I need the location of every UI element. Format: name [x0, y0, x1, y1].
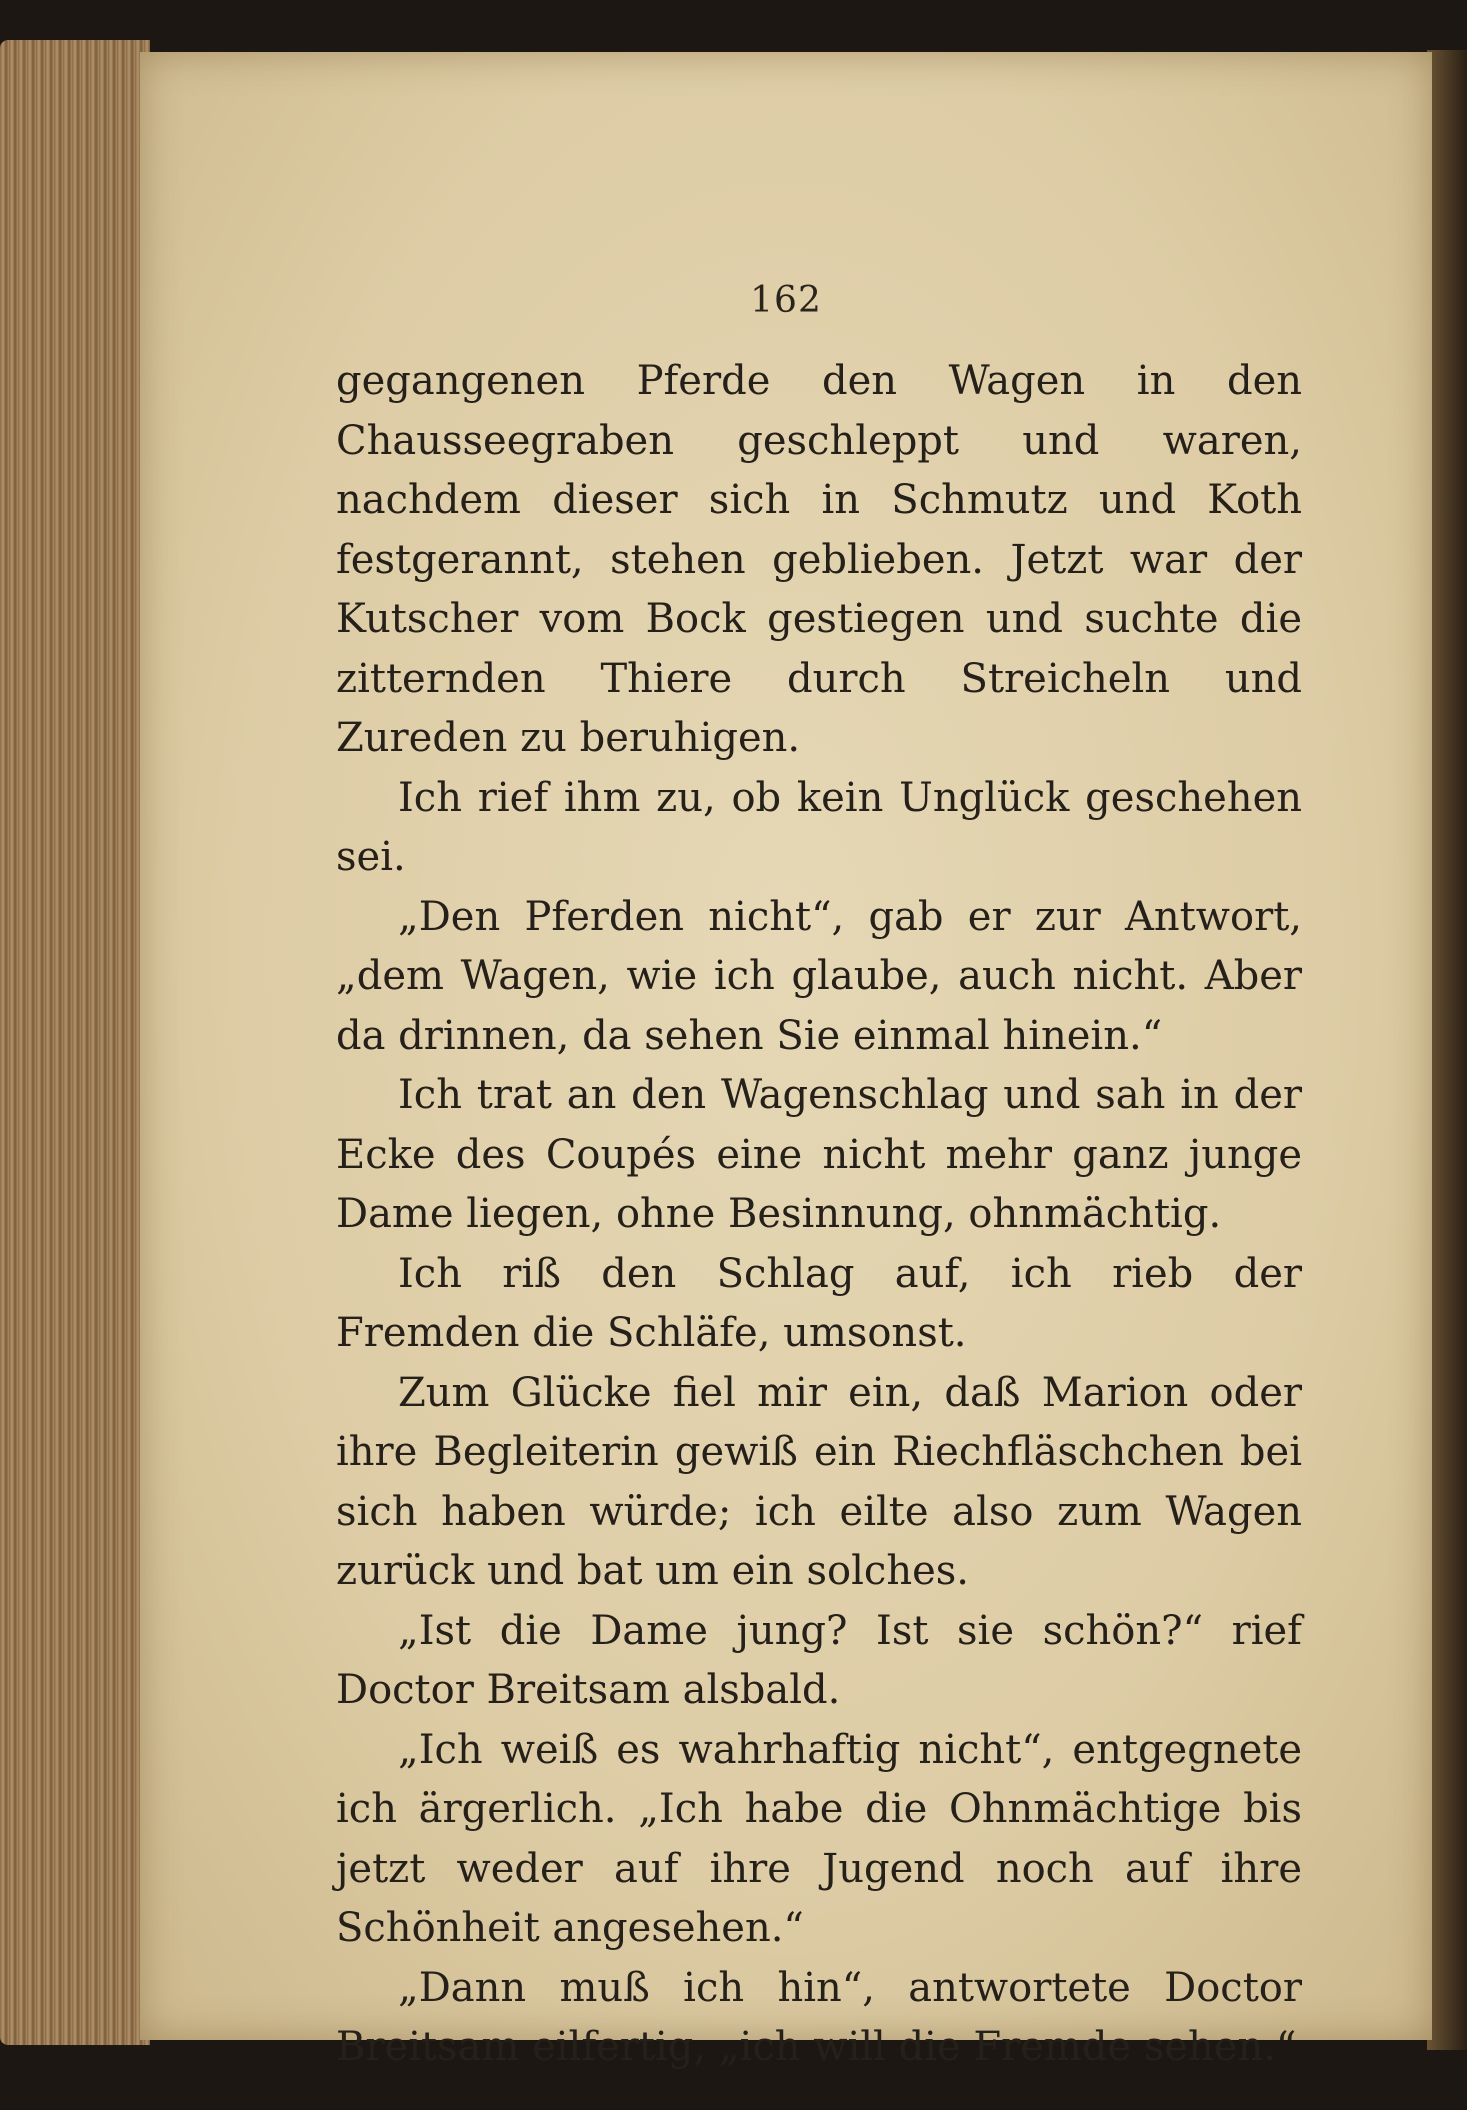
page-text [336, 352, 1302, 2078]
paragraph: Ich trat an den Wagenschlag und sah in der Ecke des Coupés eine nicht mehr ganz junge Dame liegen, ohne Besinnung, ohnmächtig. [336, 1072, 1302, 1237]
paragraph: „Dann muß ich hin“, antwortete Doctor Breitsam eilfertig, „ich will die Fremde sehen.“ [336, 1964, 1302, 2070]
paragraph: Ich rief ihm zu, ob kein Unglück geschehen sei. [336, 774, 1302, 880]
paragraph: Zum Glücke fiel mir ein, daß Marion oder ihre Begleiterin gewiß ein Riechfläschchen bei sich haben würde; ich eilte also zum Wagen zurück und bat um ein solches. [336, 1369, 1302, 1594]
paragraph: Ich riß den Schlag auf, ich rieb der Fremden die Schläfe, umsonst. [336, 1250, 1302, 1356]
book-binding [1427, 50, 1467, 2050]
page-number: 162 [750, 280, 822, 321]
paragraph: gegangenen Pferde den Wagen in den Chausseegraben geschleppt und waren, nachdem dieser sich in Schmutz und Koth festgerannt, stehen geblieben. Jetzt war der Kutscher vom Bock gestiegen und suchte die zitternden Thiere durch Streicheln und Zureden zu beruhigen. [336, 358, 1302, 761]
page-edges [0, 40, 150, 2045]
paragraph: „Ich weiß es wahrhaftig nicht“, entgegnete ich ärgerlich. „Ich habe die Ohnmächtige bis jetzt weder auf ihre Jugend noch auf ihre Schönheit angesehen.“ [336, 1726, 1302, 1951]
book-page [140, 52, 1432, 2070]
paragraph: „Den Pferden nicht“, gab er zur Antwort, „dem Wagen, wie ich glaube, auch nicht. Aber da drinnen, da sehen Sie einmal hinein.“ [336, 893, 1302, 1059]
paragraph: „Ist die Dame jung? Ist sie schön?“ rief Doctor Breitsam alsbald. [336, 1607, 1302, 1713]
